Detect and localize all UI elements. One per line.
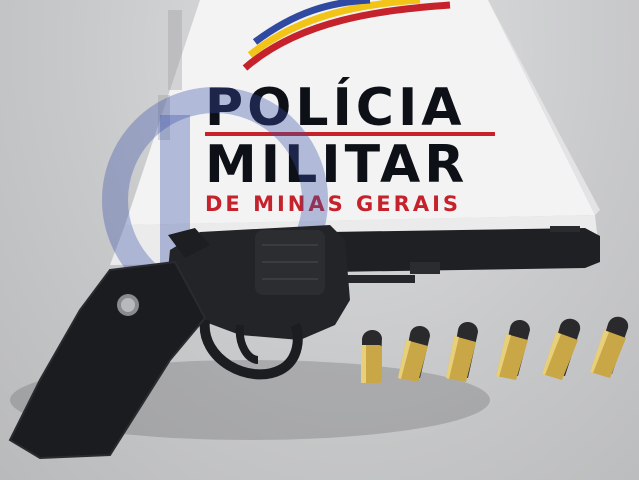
cartridge-1 [361, 330, 382, 383]
cartridge-5 [542, 319, 580, 380]
sign-title-line2: MILITAR [205, 135, 469, 195]
sign-title-line1: POLÍCIA [205, 78, 466, 138]
cartridge-6 [590, 317, 628, 378]
sign-subtitle: DE MINAS GERAIS [205, 192, 462, 216]
cartridge-4 [496, 320, 530, 380]
cartridge-3 [446, 322, 478, 382]
cartridge-2 [398, 326, 430, 382]
